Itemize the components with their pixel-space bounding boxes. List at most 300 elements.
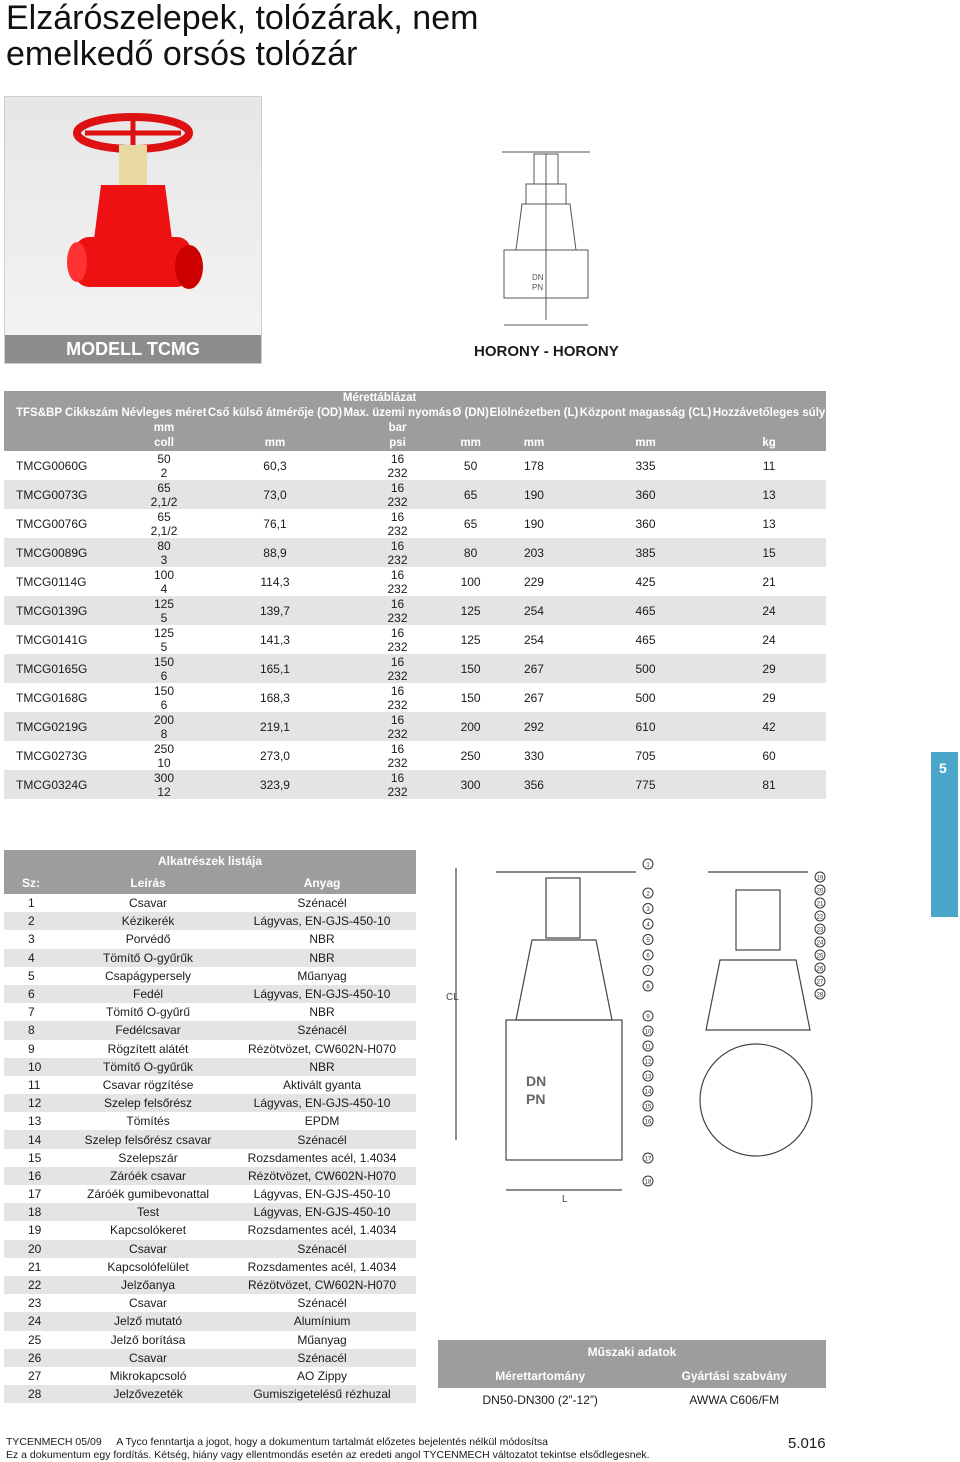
callout-number: 2 (646, 891, 650, 898)
cell-line: 150 (154, 654, 175, 669)
parts-cell: Szénacél (297, 896, 347, 911)
col-header-od: Cső külső átmérője (OD) (207, 407, 343, 419)
parts-cell: Gumiszigetelésű rézhuzal (228, 1385, 416, 1403)
table-row (4, 625, 826, 654)
parts-cell: 6 (4, 985, 68, 1003)
cell-line: 232 (387, 581, 408, 596)
table-cell: 42 (712, 712, 826, 741)
callout-number: 10 (644, 1029, 652, 1036)
callout-number: 19 (816, 875, 824, 882)
table-cell: 65 (463, 516, 478, 531)
parts-row (4, 1258, 416, 1276)
parts-cell: Jelző mutató (68, 1312, 228, 1330)
table-cell: 267 (523, 690, 544, 705)
callout-number: 4 (646, 922, 650, 929)
table-cell (343, 741, 452, 770)
technical-data-table (438, 1340, 826, 1412)
cell-line: 232 (387, 639, 408, 654)
parts-cell: Kapcsolófelület (107, 1259, 189, 1274)
cell-line: 250 (154, 741, 175, 756)
unit-size-mm: mm (121, 421, 207, 436)
parts-cell: Porvédő (125, 932, 171, 947)
parts-cell: Szénacél (297, 1296, 347, 1311)
table-cell: 29 (762, 690, 776, 705)
parts-cell: Záróék gumibevonattal (87, 1187, 210, 1202)
parts-row (4, 1331, 416, 1349)
table-cell: 150 (452, 654, 489, 683)
table-cell (121, 596, 207, 625)
cell-line: 2,1/2 (150, 494, 178, 509)
table-cell: 13 (762, 516, 776, 531)
callout-number: 11 (644, 1044, 652, 1051)
table-cell (343, 567, 452, 596)
parts-row (4, 1149, 416, 1167)
parts-row (4, 930, 416, 948)
table-row (4, 654, 826, 683)
parts-cell: NBR (228, 1058, 416, 1076)
parts-cell: 18 (4, 1203, 68, 1221)
parts-cell: Mikrokapcsoló (109, 1368, 187, 1383)
cell-line: 16 (390, 538, 405, 553)
photo-caption: MODELL TCMG (5, 335, 261, 363)
table-cell: TMCG0089G (4, 538, 121, 567)
parts-cell: Csavar (68, 1349, 228, 1367)
section-tab (931, 752, 958, 917)
parts-cell: Kézikerék (68, 912, 228, 930)
parts-row (4, 1385, 416, 1403)
table-cell: 335 (635, 458, 656, 473)
table-cell: 254 (523, 632, 544, 647)
drawing-caption: HORONY - HORONY (474, 343, 619, 360)
callout-number: 3 (646, 907, 650, 913)
parts-cell: Szénacél (228, 1240, 416, 1258)
cell-line: 12 (157, 784, 171, 799)
parts-row (4, 894, 416, 912)
unit-cl: mm (579, 436, 712, 451)
col-header-pressure: Max. üzemi nyomás (343, 407, 452, 419)
cell-line: 100 (154, 567, 175, 582)
table-cell (121, 567, 207, 596)
table-cell: TMCG0073G (4, 480, 121, 509)
cell-line: 65 (157, 480, 171, 495)
table-row (4, 712, 826, 741)
table-cell: 200 (452, 712, 489, 741)
footer-doc-code: TYCENMECH 05/09 (6, 1436, 102, 1448)
unit-size-in: coll (121, 436, 207, 451)
section-pn-label: PN (526, 1091, 546, 1107)
parts-row (4, 1003, 416, 1021)
cell-line: 232 (387, 523, 408, 538)
cell-line: 16 (390, 480, 405, 495)
table-cell: 11 (762, 458, 776, 473)
table-cell (121, 741, 207, 770)
cell-line: 200 (154, 712, 175, 727)
callout-number: 22 (816, 914, 824, 921)
unit-weight: kg (712, 436, 826, 451)
parts-row (4, 912, 416, 930)
parts-cell: Csavar (129, 1296, 168, 1311)
table-cell: 100 (460, 574, 481, 589)
table-cell: 360 (579, 480, 712, 509)
parts-row (4, 1167, 416, 1185)
table-cell: 360 (635, 516, 656, 531)
cell-line: 232 (387, 610, 408, 625)
parts-cell: 25 (28, 1332, 42, 1347)
cell-line: 16 (390, 712, 405, 727)
parts-cell: Tömítő O-gyűrű (106, 1005, 191, 1020)
cell-line: 2 (160, 465, 168, 480)
parts-cell: Jelzőanya (68, 1276, 228, 1294)
callout-number: 26 (816, 966, 824, 973)
parts-cell: Aktivált gyanta (283, 1077, 362, 1092)
parts-row (4, 1221, 416, 1239)
callout-number: 24 (816, 940, 824, 947)
parts-row (4, 1094, 416, 1112)
table-cell: 465 (579, 596, 712, 625)
dimensions-table (4, 391, 826, 799)
cell-line: 300 (154, 770, 175, 785)
cell-line: 16 (390, 625, 405, 640)
table-cell: 229 (523, 574, 544, 589)
parts-cell: Rozsdamentes acél, 1.4034 (247, 1223, 397, 1238)
parts-cell: 21 (28, 1259, 42, 1274)
parts-cell: 3 (28, 932, 35, 947)
table-cell: TMCG0273G (16, 748, 88, 763)
parts-cell: 14 (4, 1130, 68, 1148)
table-cell: 219,1 (207, 712, 343, 741)
parts-cell: 9 (28, 1041, 35, 1056)
page-number: 5.016 (788, 1435, 826, 1452)
table-cell: 168,3 (259, 690, 290, 705)
parts-cell: 19 (28, 1223, 42, 1238)
title-line-1: Elzárószelepek, tolózárak, nem (6, 0, 479, 37)
drawing-pn-label: PN (532, 283, 544, 292)
table-cell: 125 (460, 632, 481, 647)
table-cell (343, 451, 452, 480)
parts-cell: Rozsdamentes acél, 1.4034 (247, 1259, 397, 1274)
table-cell (343, 596, 452, 625)
cell-line: 232 (387, 726, 408, 741)
cell-line: 65 (157, 509, 171, 524)
cell-line: 5 (160, 610, 168, 625)
parts-cell: Fedélcsavar (68, 1021, 228, 1039)
cell-line: 10 (157, 755, 171, 770)
cell-line: 16 (390, 683, 405, 698)
parts-cell: Csavar (129, 896, 168, 911)
cell-line: 5 (160, 639, 168, 654)
table-cell: TMCG0141G (16, 632, 88, 647)
parts-cell: Fedél (68, 985, 228, 1003)
parts-cell: Lágyvas, EN-GJS-450-10 (228, 1094, 416, 1112)
table-cell: 60 (762, 748, 776, 763)
table-cell (121, 770, 207, 799)
callout-number: 18 (644, 1179, 652, 1186)
table-cell (343, 625, 452, 654)
parts-cell: 20 (4, 1240, 68, 1258)
table-cell: 73,0 (207, 480, 343, 509)
table-cell (121, 538, 207, 567)
table-cell: 190 (523, 516, 544, 531)
table-row (4, 538, 826, 567)
table-cell: 65 (452, 480, 489, 509)
table-cell: 385 (579, 538, 712, 567)
parts-cell: Jelző borítása (110, 1332, 186, 1347)
parts-cell: Lágyvas, EN-GJS-450-10 (228, 1203, 416, 1221)
parts-row (4, 1294, 416, 1312)
cell-line: 6 (160, 697, 168, 712)
callout-number: 5 (646, 938, 650, 944)
table-cell: 254 (489, 596, 579, 625)
parts-cell: 2 (4, 912, 68, 930)
cell-line: 50 (157, 451, 171, 466)
parts-cell: 7 (28, 1005, 35, 1020)
parts-cell: Rézötvözet, CW602N-H070 (228, 1276, 416, 1294)
table-cell (121, 712, 207, 741)
table-row (4, 596, 826, 625)
parts-row (4, 1349, 416, 1367)
parts-row (4, 1312, 416, 1330)
parts-cell: Jelzővezeték (68, 1385, 228, 1403)
parts-cell: Műanyag (297, 968, 347, 983)
callout-number: 17 (644, 1156, 652, 1163)
table-cell: TMCG0324G (4, 770, 121, 799)
col-header-weight: Hozzávetőleges súly (712, 407, 826, 419)
parts-cell: Csapágypersely (105, 968, 192, 983)
cell-line: 16 (390, 770, 405, 785)
parts-row (4, 1276, 416, 1294)
parts-cell: Rozsdamentes acél, 1.4034 (247, 1150, 397, 1165)
table-row (4, 480, 826, 509)
unit-dn: mm (452, 436, 489, 451)
parts-cell: 26 (4, 1349, 68, 1367)
table-cell: TMCG0076G (16, 516, 88, 531)
table-cell: 273,0 (259, 748, 290, 763)
cell-line: 4 (160, 581, 168, 596)
table-cell (121, 683, 207, 712)
parts-row (4, 1076, 416, 1094)
section-l-label: L (562, 1194, 568, 1205)
parts-cell: 4 (4, 949, 68, 967)
cell-line: 150 (154, 683, 175, 698)
table-cell: 500 (635, 690, 656, 705)
section-tab-label: 5 (939, 760, 947, 776)
table-cell (121, 625, 207, 654)
parts-cell: Tömítő O-gyűrűk (68, 949, 228, 967)
parts-row (4, 1058, 416, 1076)
table-cell (343, 654, 452, 683)
col-header-dn: Ø (DN) (452, 407, 489, 419)
table-cell: 139,7 (207, 596, 343, 625)
parts-cell: NBR (309, 932, 335, 947)
section-dn-label: DN (526, 1073, 547, 1089)
table-cell: 330 (523, 748, 544, 763)
col-header-code: TFS&BP Cikkszám (4, 406, 121, 421)
table-cell: 356 (489, 770, 579, 799)
parts-cell: Csavar rögzítése (102, 1077, 194, 1092)
callout-number: 1 (646, 862, 650, 869)
parts-cell: 10 (4, 1058, 68, 1076)
callout-number: 23 (816, 927, 824, 934)
unit-od: mm (207, 436, 343, 451)
cell-line: 16 (390, 567, 405, 582)
parts-cell: Lágyvas, EN-GJS-450-10 (253, 1187, 391, 1202)
table-cell (343, 770, 452, 799)
col-header-l: Elölnézetben (L) (489, 407, 579, 419)
table-row (4, 567, 826, 596)
parts-row (4, 967, 416, 985)
parts-cell: 22 (4, 1276, 68, 1294)
table-cell: 190 (489, 480, 579, 509)
cell-line: 16 (390, 451, 405, 466)
callout-number: 28 (816, 992, 824, 999)
title-line-2: emelkedő orsós tolózár (6, 35, 358, 73)
table-cell (343, 712, 452, 741)
table-cell: 425 (635, 574, 656, 589)
parts-cell: 12 (4, 1094, 68, 1112)
table-cell: 203 (489, 538, 579, 567)
callout-number: 16 (644, 1119, 652, 1126)
table-cell (343, 509, 452, 538)
table-cell: 178 (523, 458, 544, 473)
parts-cell: Lágyvas, EN-GJS-450-10 (228, 912, 416, 930)
parts-table-title: Alkatrészek listája (4, 850, 416, 872)
table-cell: 76,1 (263, 516, 287, 531)
table-cell (343, 480, 452, 509)
parts-cell: Rögzített alátét (107, 1041, 189, 1056)
table-cell: 705 (635, 748, 656, 763)
callout-number: 25 (816, 953, 824, 960)
parts-cell: 15 (28, 1150, 42, 1165)
parts-row (4, 949, 416, 967)
parts-cell: Szelepszár (118, 1150, 178, 1165)
parts-cell: Alumínium (228, 1312, 416, 1330)
parts-row (4, 1203, 416, 1221)
unit-pressure-bar: bar (343, 421, 452, 436)
table-row (4, 451, 826, 480)
parts-cell: 24 (4, 1312, 68, 1330)
callout-number: 21 (816, 901, 824, 908)
table-cell: TMCG0165G (4, 654, 121, 683)
unit-pressure-psi: psi (343, 436, 452, 451)
table-cell: 114,3 (260, 574, 290, 589)
parts-cell: Kapcsolókeret (110, 1223, 187, 1238)
cell-line: 125 (154, 625, 175, 640)
cell-line: 80 (157, 538, 171, 553)
page-title (6, 0, 478, 72)
callout-number: 8 (646, 984, 650, 991)
table-cell: 15 (712, 538, 826, 567)
tech-header-range: Mérettartomány (438, 1364, 642, 1388)
parts-table (4, 850, 416, 1403)
parts-cell: 16 (4, 1167, 68, 1185)
parts-header-material: Anyag (228, 872, 416, 894)
dimensions-table-title: Mérettáblázat (343, 391, 489, 406)
col-header-size: Névleges méret (121, 407, 207, 419)
footer-disclaimer: A Tyco fenntartja a jogot, hogy a dokumentum tartalmát előzetes bejelentés nélkül módosítsa (116, 1436, 549, 1448)
tech-header-standard: Gyártási szabvány (642, 1364, 826, 1388)
table-cell: 250 (460, 748, 481, 763)
callout-number: 20 (816, 888, 824, 895)
callout-number: 12 (644, 1059, 652, 1066)
table-cell: 141,3 (259, 632, 290, 647)
parts-header-desc: Leírás (68, 872, 228, 894)
parts-row (4, 1130, 416, 1148)
parts-cell: Csavar (68, 1240, 228, 1258)
cell-line: 16 (390, 596, 405, 611)
cell-line: 232 (387, 465, 408, 480)
table-cell: 29 (712, 654, 826, 683)
parts-cell: Szelep felsőrész (68, 1094, 228, 1112)
cell-line: 232 (387, 494, 408, 509)
callout-number: 27 (816, 979, 824, 986)
table-cell: TMCG0139G (4, 596, 121, 625)
cell-line: 8 (160, 726, 168, 741)
parts-cell: Műanyag (297, 1332, 347, 1347)
table-cell: 21 (762, 574, 776, 589)
parts-row (4, 985, 416, 1003)
cell-line: 16 (390, 741, 405, 756)
table-cell: 125 (452, 596, 489, 625)
callout-number: 15 (644, 1104, 652, 1111)
table-cell: TMCG0114G (16, 574, 87, 589)
table-cell: 24 (762, 632, 776, 647)
table-cell (121, 451, 207, 480)
callout-number: 6 (646, 953, 650, 960)
parts-row (4, 1185, 416, 1203)
parts-cell: Rézötvözet, CW602N-H070 (228, 1167, 416, 1185)
table-cell: 775 (579, 770, 712, 799)
table-cell: 60,3 (263, 458, 287, 473)
parts-row (4, 1040, 416, 1058)
table-cell (343, 538, 452, 567)
footer-translation-note: Ez a dokumentum egy fordítás. Kétség, hiány vagy ellentmondás esetén az eredeti angol TYCENMECH változatot tekintse elsődlegesnek. (6, 1449, 650, 1461)
parts-cell: Tömítő O-gyűrűk (68, 1058, 228, 1076)
table-cell (121, 654, 207, 683)
cell-line: 232 (387, 668, 408, 683)
parts-cell: Rézötvözet, CW602N-H070 (248, 1041, 397, 1056)
table-cell: 24 (712, 596, 826, 625)
callout-number: 13 (644, 1074, 652, 1081)
parts-cell: NBR (309, 1005, 335, 1020)
table-cell: 80 (452, 538, 489, 567)
table-cell: 500 (579, 654, 712, 683)
table-cell: 323,9 (207, 770, 343, 799)
callout-number: 7 (646, 969, 650, 975)
table-cell (121, 509, 207, 538)
parts-row (4, 1021, 416, 1039)
cell-line: 232 (387, 755, 408, 770)
parts-cell: AO Zippy (297, 1368, 348, 1383)
parts-cell: Szelep felsőrész csavar (68, 1130, 228, 1148)
product-photo (4, 96, 262, 364)
parts-row (4, 1367, 416, 1385)
table-row (4, 683, 826, 712)
valve-illustration (5, 97, 261, 335)
cell-line: 232 (387, 697, 408, 712)
parts-cell: 5 (28, 968, 35, 983)
parts-cell: Test (68, 1203, 228, 1221)
parts-cell: 1 (28, 896, 35, 911)
parts-cell: 27 (28, 1368, 42, 1383)
parts-cell: Záróék csavar (68, 1167, 228, 1185)
parts-cell: 17 (28, 1187, 42, 1202)
table-cell: 300 (452, 770, 489, 799)
table-cell: 150 (460, 690, 481, 705)
parts-cell: 23 (28, 1296, 42, 1311)
parts-cell: EPDM (304, 1114, 340, 1129)
cell-line: 232 (387, 552, 408, 567)
drawing-dn-label: DN (532, 273, 544, 282)
